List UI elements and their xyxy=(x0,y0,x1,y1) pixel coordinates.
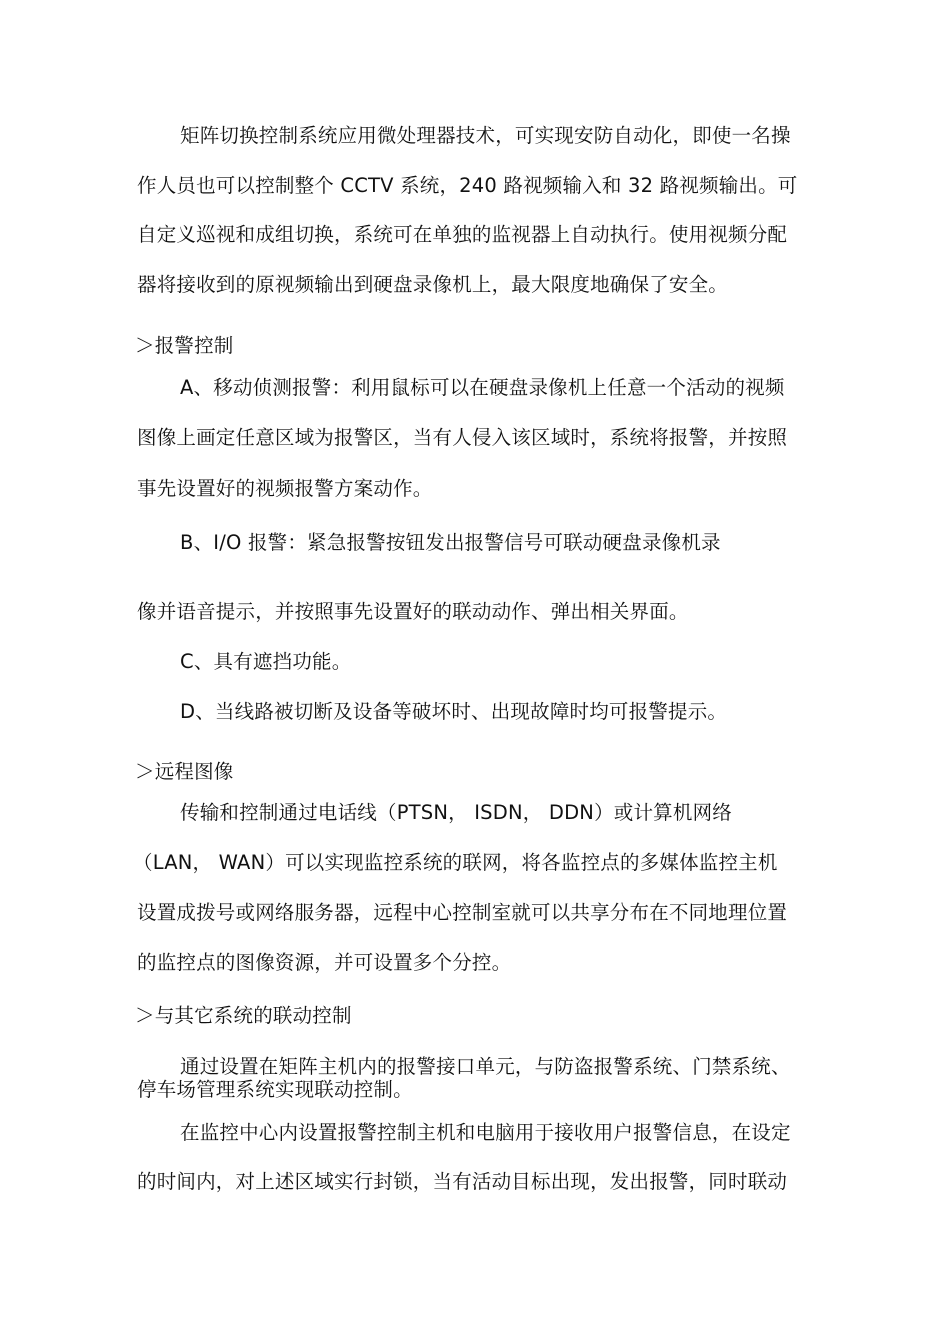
paragraph-line: 自定义巡视和成组切换，系统可在单独的监视器上自动执行。使用视频分配 xyxy=(137,223,788,246)
paragraph-line: C、具有遮挡功能。 xyxy=(180,650,352,673)
paragraph-line: B、I/O 报警：紧急报警按钮发出报警信号可联动硬盘录像机录 xyxy=(180,531,721,554)
paragraph-line: 停车场管理系统实现联动控制。 xyxy=(137,1078,413,1101)
paragraph-line: A、移动侦测报警：利用鼠标可以在硬盘录像机上任意一个活动的视频 xyxy=(180,376,785,399)
paragraph-line: 在监控中心内设置报警控制主机和电脑用于接收用户报警信息，在设定 xyxy=(180,1121,791,1144)
paragraph-line: 传输和控制通过电话线（PTSN， ISDN， DDN）或计算机网络 xyxy=(180,801,732,824)
paragraph-line: 作人员也可以控制整个 CCTV 系统，240 路视频输入和 32 路视频输出。可 xyxy=(137,174,798,197)
paragraph-line: 事先设置好的视频报警方案动作。 xyxy=(137,477,433,500)
paragraph-line: 通过设置在矩阵主机内的报警接口单元，与防盗报警系统、门禁系统、 xyxy=(180,1055,791,1078)
paragraph-line: （LAN， WAN）可以实现监控系统的联网，将各监控点的多媒体监控主机 xyxy=(133,851,778,874)
paragraph-line: 像并语音提示，并按照事先设置好的联动动作、弹出相关界面。 xyxy=(137,600,689,623)
paragraph-line: 图像上画定任意区域为报警区，当有人侵入该区域时，系统将报警，并按照 xyxy=(137,426,788,449)
section-heading-remote: ＞远程图像 xyxy=(135,760,234,783)
paragraph-line: 的监控点的图像资源，并可设置多个分控。 xyxy=(137,951,512,974)
section-heading-linkage: ＞与其它系统的联动控制 xyxy=(135,1004,352,1027)
paragraph-line: 设置成拨号或网络服务器，远程中心控制室就可以共享分布在不同地理位置 xyxy=(137,901,788,924)
paragraph-line: 器将接收到的原视频输出到硬盘录像机上，最大限度地确保了安全。 xyxy=(137,273,729,296)
paragraph-line: 矩阵切换控制系统应用微处理器技术，可实现安防自动化，即使一名操 xyxy=(180,124,791,147)
section-heading-alarm: ＞报警控制 xyxy=(135,334,234,357)
paragraph-line: 的时间内，对上述区域实行封锁，当有活动目标出现，发出报警，同时联动 xyxy=(137,1170,788,1193)
paragraph-line: D、当线路被切断及设备等破坏时、出现故障时均可报警提示。 xyxy=(180,700,728,723)
